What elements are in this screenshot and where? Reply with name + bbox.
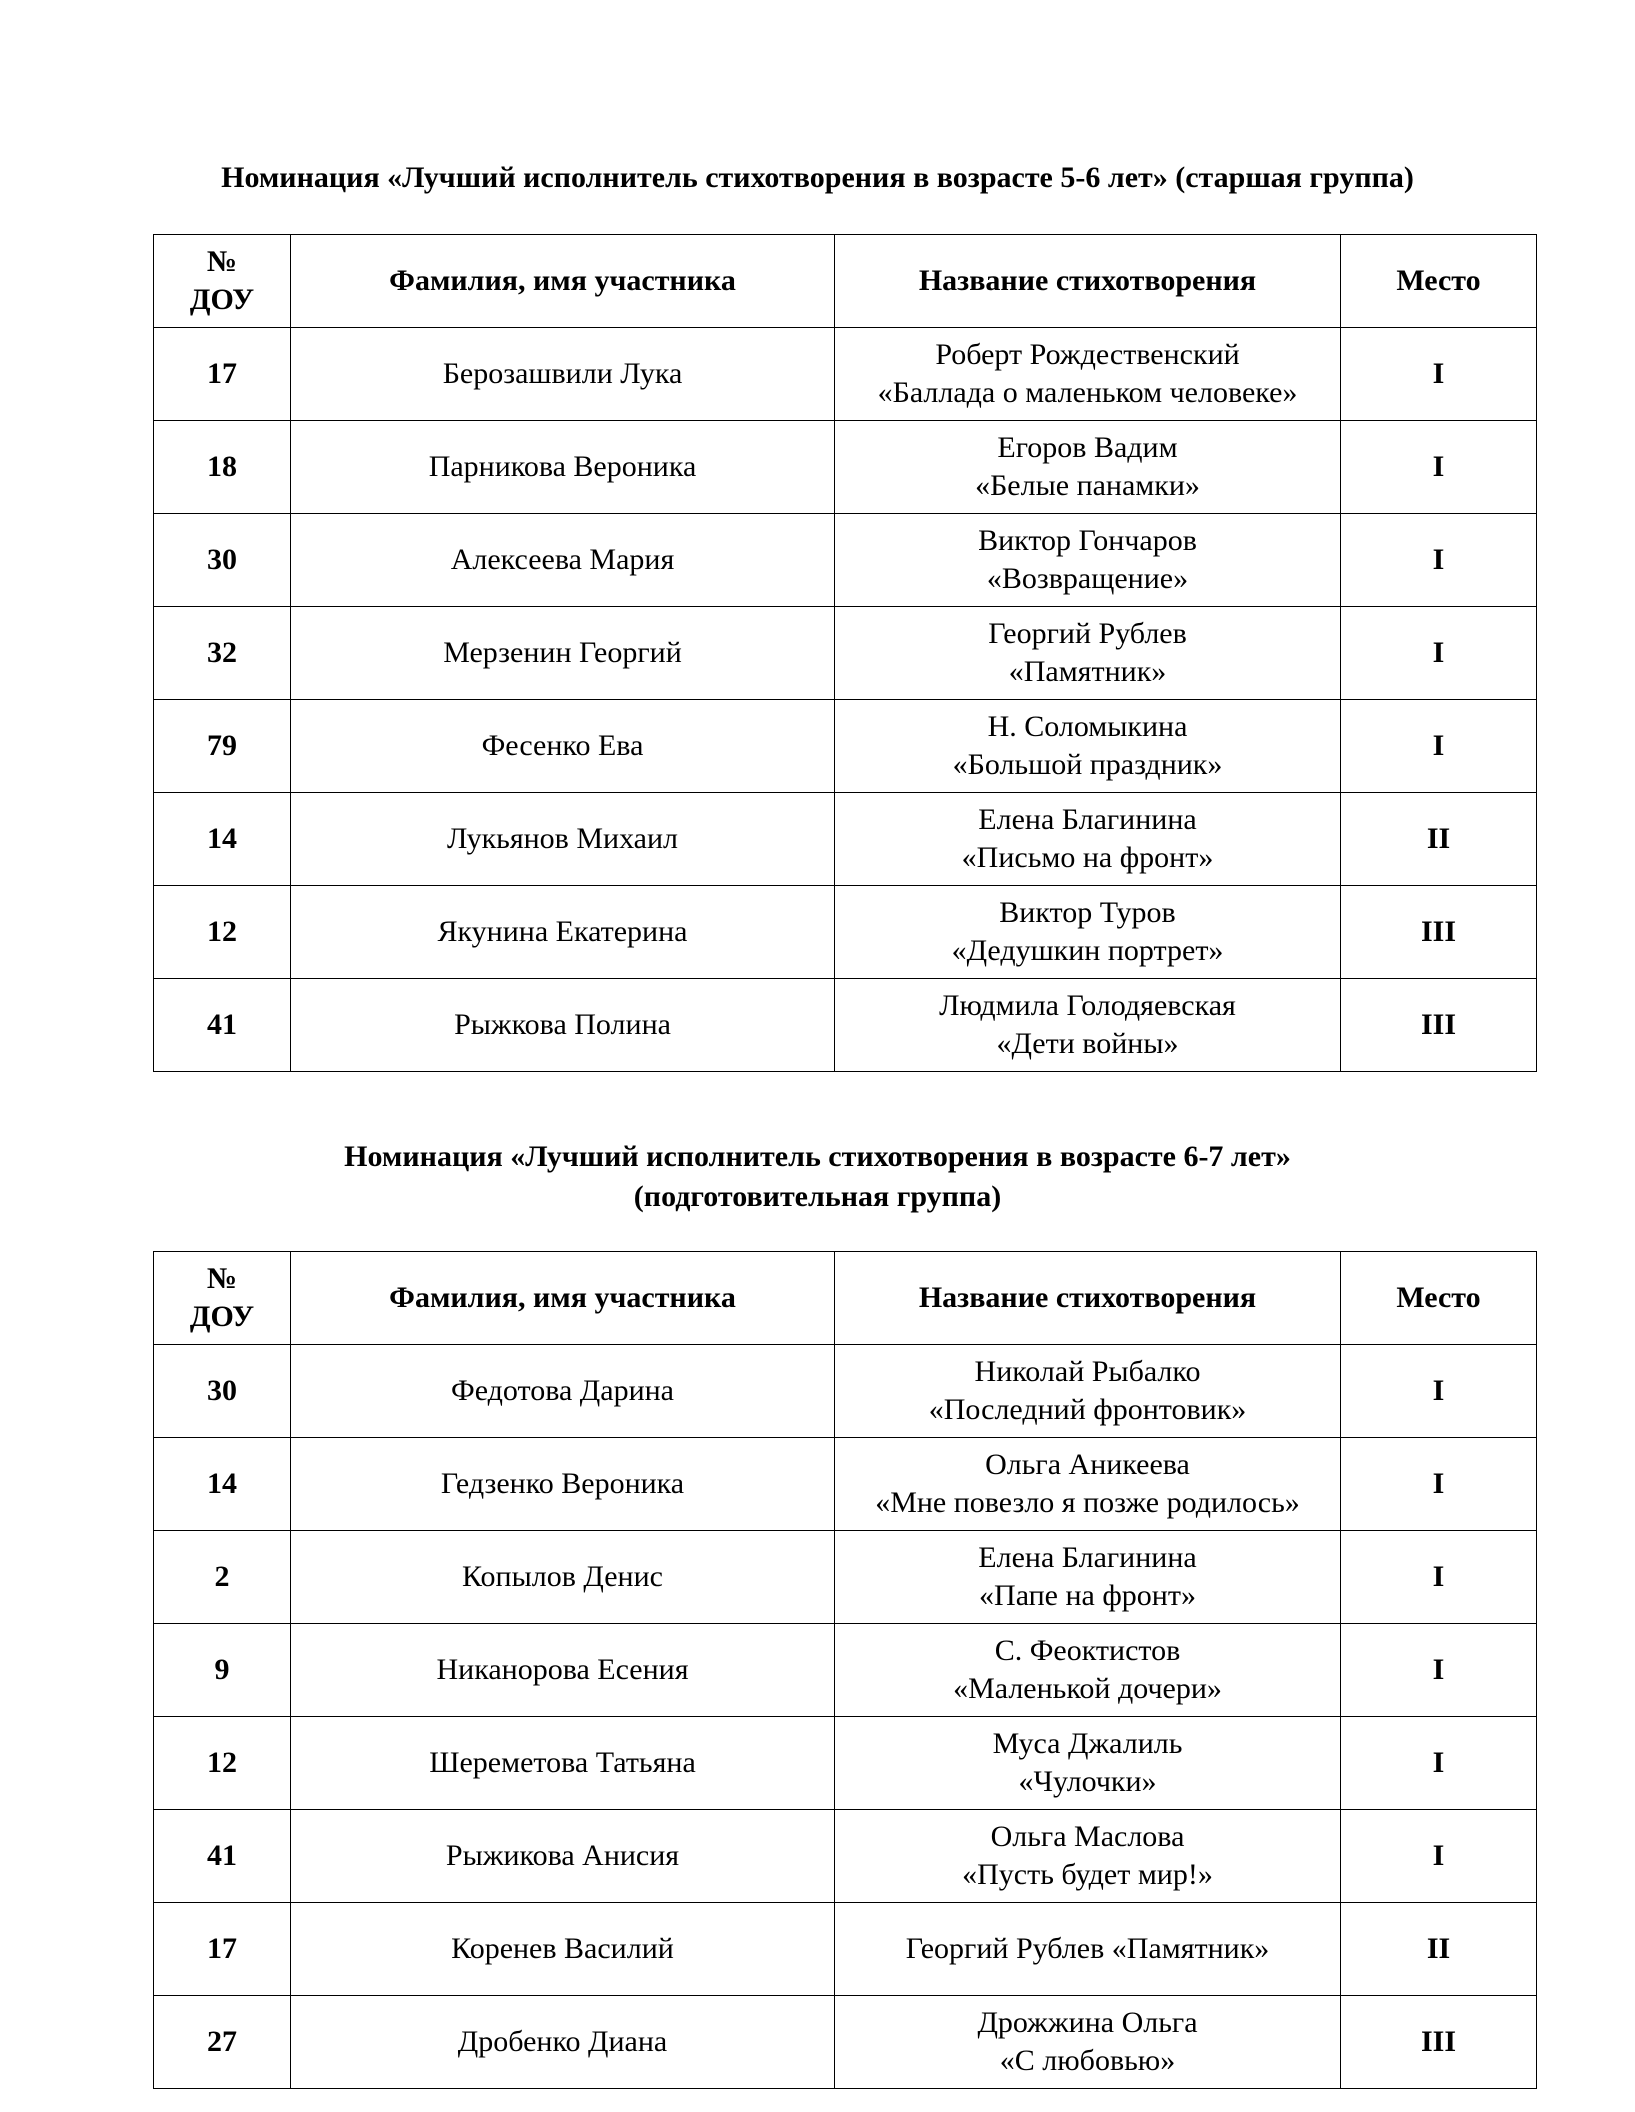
poem-title-cell xyxy=(835,421,1341,514)
participant-name-cell: Фесенко Ева xyxy=(291,700,835,793)
poem-title-cell xyxy=(835,607,1341,700)
table-row xyxy=(154,700,1537,793)
dou-number-cell: 30 xyxy=(154,1345,291,1438)
poem-line: «Мне повезло я позже родилось» xyxy=(875,1486,1300,1519)
header-dou: № ДОУ xyxy=(154,1252,291,1345)
poem-line: «С любовью» xyxy=(999,2044,1176,2077)
nomination-title-line: Номинация «Лучший исполнитель стихотворения в возрасте 5-6 лет» (старшая группа) xyxy=(221,161,1414,194)
header-participant-name: Фамилия, имя участника xyxy=(291,1252,835,1345)
dou-number-cell: 30 xyxy=(154,514,291,607)
table-row xyxy=(154,328,1537,421)
poem-line: С. Феоктистов xyxy=(994,1634,1181,1667)
place-cell: I xyxy=(1341,1531,1537,1624)
dou-number-cell: 12 xyxy=(154,1717,291,1810)
results-table-senior xyxy=(153,234,1537,1072)
poem-line: «Папе на фронт» xyxy=(979,1579,1196,1612)
header-poem-title: Название стихотворения xyxy=(835,1252,1341,1345)
poem-line: «Чулочки» xyxy=(1018,1765,1157,1798)
poem-line: «Дети войны» xyxy=(996,1027,1179,1060)
participant-name-cell: Лукьянов Михаил xyxy=(291,793,835,886)
table-row xyxy=(154,1996,1537,2089)
participant-name-cell: Коренев Василий xyxy=(291,1903,835,1996)
header-poem-title: Название стихотворения xyxy=(835,235,1341,328)
poem-title-cell xyxy=(835,1438,1341,1531)
nomination-title-preparatory xyxy=(0,1137,1635,1217)
poem-line: Дрожжина Ольга xyxy=(977,2006,1198,2039)
poem-line: Георгий Рублев xyxy=(988,617,1187,650)
place-cell: III xyxy=(1341,886,1537,979)
results-table-preparatory xyxy=(153,1251,1537,2089)
table-row xyxy=(154,1531,1537,1624)
table-row xyxy=(154,793,1537,886)
dou-number-cell: 12 xyxy=(154,886,291,979)
poem-line: Людмила Голодяевская xyxy=(939,989,1236,1022)
participant-name-cell: Парникова Вероника xyxy=(291,421,835,514)
header-dou: № ДОУ xyxy=(154,235,291,328)
poem-line: «Письмо на фронт» xyxy=(961,841,1214,874)
place-cell: I xyxy=(1341,1438,1537,1531)
header-place: Место xyxy=(1341,1252,1537,1345)
participant-name-cell: Гедзенко Вероника xyxy=(291,1438,835,1531)
poem-line: «Памятник» xyxy=(1008,655,1167,688)
dou-number-cell: 41 xyxy=(154,1810,291,1903)
poem-line: Елена Благинина xyxy=(978,1541,1197,1574)
table-row xyxy=(154,607,1537,700)
place-cell: I xyxy=(1341,1717,1537,1810)
poem-title-cell xyxy=(835,1996,1341,2089)
poem-title-cell xyxy=(835,793,1341,886)
poem-line: «Белые панамки» xyxy=(975,469,1200,502)
table-row xyxy=(154,1624,1537,1717)
poem-title-cell xyxy=(835,1531,1341,1624)
table-row xyxy=(154,1717,1537,1810)
table-body xyxy=(154,1345,1537,2089)
poem-line: «Возвращение» xyxy=(986,562,1189,595)
place-cell: I xyxy=(1341,514,1537,607)
participant-name-cell: Рыжкова Полина xyxy=(291,979,835,1072)
table-row xyxy=(154,1345,1537,1438)
poem-title-cell xyxy=(835,886,1341,979)
place-cell: I xyxy=(1341,328,1537,421)
table-row xyxy=(154,886,1537,979)
dou-number-cell: 18 xyxy=(154,421,291,514)
participant-name-cell: Шереметова Татьяна xyxy=(291,1717,835,1810)
participant-name-cell: Алексеева Мария xyxy=(291,514,835,607)
poem-line: Роберт Рождественский xyxy=(935,338,1240,371)
poem-line: Егоров Вадим xyxy=(997,431,1178,464)
participant-name-cell: Якунина Екатерина xyxy=(291,886,835,979)
poem-title-cell xyxy=(835,1810,1341,1903)
table-header-row xyxy=(154,1252,1537,1345)
place-cell: I xyxy=(1341,700,1537,793)
poem-line: Ольга Маслова xyxy=(990,1820,1185,1853)
place-cell: II xyxy=(1341,1903,1537,1996)
poem-line: Елена Благинина xyxy=(978,803,1197,836)
dou-number-cell: 17 xyxy=(154,1903,291,1996)
dou-number-cell: 14 xyxy=(154,793,291,886)
table-row xyxy=(154,1438,1537,1531)
poem-line: Ольга Аникеева xyxy=(985,1448,1190,1481)
poem-title-cell xyxy=(835,1717,1341,1810)
table-row xyxy=(154,514,1537,607)
poem-title-cell xyxy=(835,1903,1341,1996)
participant-name-cell: Мерзенин Георгий xyxy=(291,607,835,700)
participant-name-cell: Дробенко Диана xyxy=(291,1996,835,2089)
dou-number-cell: 14 xyxy=(154,1438,291,1531)
dou-number-cell: 27 xyxy=(154,1996,291,2089)
poem-title-cell xyxy=(835,1345,1341,1438)
dou-number-cell: 2 xyxy=(154,1531,291,1624)
poem-title-cell xyxy=(835,328,1341,421)
poem-line: «Баллада о маленьком человеке» xyxy=(877,376,1298,409)
dou-number-cell: 9 xyxy=(154,1624,291,1717)
dou-number-cell: 79 xyxy=(154,700,291,793)
table-row xyxy=(154,1903,1537,1996)
place-cell: III xyxy=(1341,979,1537,1072)
header-place: Место xyxy=(1341,235,1537,328)
place-cell: I xyxy=(1341,1624,1537,1717)
table-header-row xyxy=(154,235,1537,328)
dou-number-cell: 32 xyxy=(154,607,291,700)
nomination-title-line: (подготовительная группа) xyxy=(633,1180,1002,1213)
participant-name-cell: Никанорова Есения xyxy=(291,1624,835,1717)
table-row xyxy=(154,421,1537,514)
place-cell: I xyxy=(1341,607,1537,700)
poem-line: «Дедушкин портрет» xyxy=(951,934,1224,967)
table-row xyxy=(154,979,1537,1072)
participant-name-cell: Рыжикова Анисия xyxy=(291,1810,835,1903)
place-cell: I xyxy=(1341,421,1537,514)
table-body xyxy=(154,328,1537,1072)
poem-line: «Маленькой дочери» xyxy=(953,1672,1222,1705)
place-cell: III xyxy=(1341,1996,1537,2089)
poem-line: Георгий Рублев «Памятник» xyxy=(905,1932,1270,1965)
poem-line: Виктор Гончаров xyxy=(978,524,1197,557)
poem-line: «Пусть будет мир!» xyxy=(962,1858,1213,1891)
place-cell: I xyxy=(1341,1345,1537,1438)
poem-title-cell xyxy=(835,700,1341,793)
nomination-title-line: Номинация «Лучший исполнитель стихотворения в возрасте 6-7 лет» xyxy=(344,1140,1291,1173)
poem-line: «Последний фронтовик» xyxy=(928,1393,1247,1426)
poem-line: Виктор Туров xyxy=(999,896,1176,929)
participant-name-cell: Копылов Денис xyxy=(291,1531,835,1624)
poem-title-cell xyxy=(835,514,1341,607)
header-participant-name: Фамилия, имя участника xyxy=(291,235,835,328)
place-cell: I xyxy=(1341,1810,1537,1903)
participant-name-cell: Федотова Дарина xyxy=(291,1345,835,1438)
poem-line: Н. Соломыкина xyxy=(987,710,1188,743)
table-row xyxy=(154,1810,1537,1903)
nomination-title-senior xyxy=(0,158,1635,198)
place-cell: II xyxy=(1341,793,1537,886)
poem-line: Муса Джалиль xyxy=(992,1727,1183,1760)
poem-title-cell xyxy=(835,979,1341,1072)
poem-line: «Большой праздник» xyxy=(952,748,1223,781)
poem-line: Николай Рыбалко xyxy=(974,1355,1201,1388)
dou-number-cell: 41 xyxy=(154,979,291,1072)
participant-name-cell: Берозашвили Лука xyxy=(291,328,835,421)
poem-title-cell xyxy=(835,1624,1341,1717)
dou-number-cell: 17 xyxy=(154,328,291,421)
